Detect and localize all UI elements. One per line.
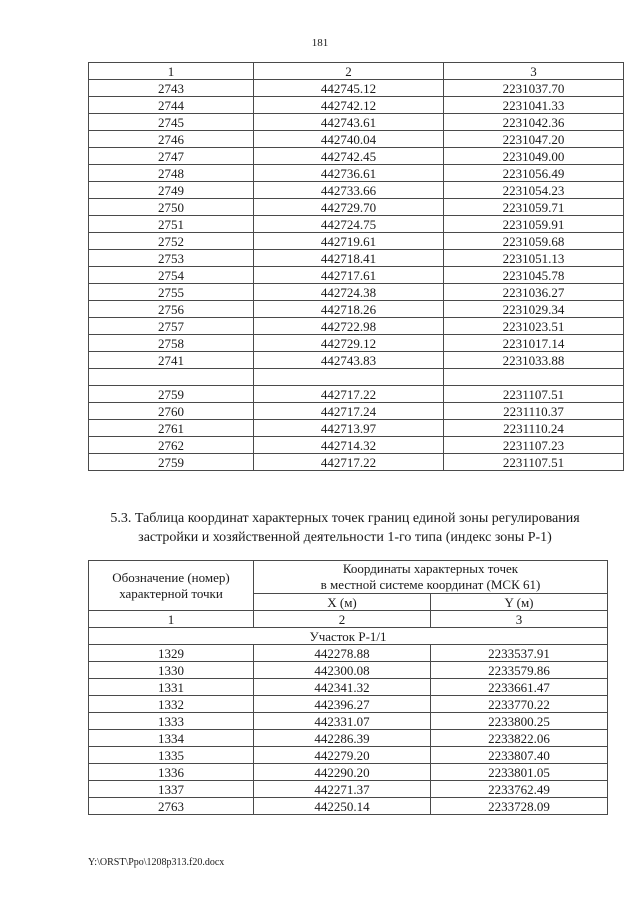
section-caption <box>60 509 630 547</box>
point-number: 1335 <box>89 747 254 764</box>
table-row <box>89 730 608 747</box>
point-number: 1336 <box>89 764 254 781</box>
table-row <box>89 696 608 713</box>
table-row <box>89 764 608 781</box>
column-number-3: 3 <box>444 63 624 80</box>
table-row <box>89 80 624 97</box>
header-coordinates-line-1: Координаты характерных точек <box>342 561 519 576</box>
y-coordinate: 2231036.27 <box>444 284 624 301</box>
column-number-row <box>89 611 608 628</box>
column-number-2: 2 <box>254 611 431 628</box>
header-coordinates <box>254 561 608 594</box>
table-row <box>89 250 624 267</box>
caption-line-1: 5.3. Таблица координат характерных точек границ единой зоны регулирования <box>110 511 580 526</box>
header-x: X (м) <box>254 594 431 611</box>
y-coordinate: 2231033.88 <box>444 352 624 369</box>
point-number: 2762 <box>89 437 254 454</box>
y-coordinate: 2231023.51 <box>444 318 624 335</box>
x-coordinate: 442742.45 <box>254 148 444 165</box>
x-coordinate: 442724.38 <box>254 284 444 301</box>
point-number: 2745 <box>89 114 254 131</box>
y-coordinate: 2231047.20 <box>444 131 624 148</box>
point-number: 2761 <box>89 420 254 437</box>
y-coordinate: 2233822.06 <box>431 730 608 747</box>
section-label: Участок Р-1/1 <box>89 628 608 645</box>
table-row <box>89 318 624 335</box>
x-coordinate: 442717.22 <box>254 386 444 403</box>
x-coordinate: 442724.75 <box>254 216 444 233</box>
point-number: 1329 <box>89 645 254 662</box>
x-coordinate: 442722.98 <box>254 318 444 335</box>
point-number: 2749 <box>89 182 254 199</box>
x-coordinate: 442271.37 <box>254 781 431 798</box>
point-number: 1333 <box>89 713 254 730</box>
point-number: 2759 <box>89 454 254 471</box>
empty-cell <box>89 369 254 386</box>
y-coordinate: 2233770.22 <box>431 696 608 713</box>
empty-cell <box>444 369 624 386</box>
y-coordinate: 2233800.25 <box>431 713 608 730</box>
table-row <box>89 165 624 182</box>
y-coordinate: 2233801.05 <box>431 764 608 781</box>
section-row <box>89 628 608 645</box>
point-number: 2754 <box>89 267 254 284</box>
x-coordinate: 442290.20 <box>254 764 431 781</box>
table-row <box>89 267 624 284</box>
point-number: 2758 <box>89 335 254 352</box>
x-coordinate: 442717.61 <box>254 267 444 284</box>
table-row <box>89 713 608 730</box>
table-row <box>89 352 624 369</box>
point-number: 2756 <box>89 301 254 318</box>
x-coordinate: 442736.61 <box>254 165 444 182</box>
x-coordinate: 442740.04 <box>254 131 444 148</box>
empty-cell <box>254 369 444 386</box>
x-coordinate: 442279.20 <box>254 747 431 764</box>
table-row <box>89 131 624 148</box>
x-coordinate: 442286.39 <box>254 730 431 747</box>
x-coordinate: 442717.22 <box>254 454 444 471</box>
table-row <box>89 747 608 764</box>
y-coordinate: 2231042.36 <box>444 114 624 131</box>
x-coordinate: 442729.70 <box>254 199 444 216</box>
point-number: 2751 <box>89 216 254 233</box>
point-number: 1331 <box>89 679 254 696</box>
table-row <box>89 454 624 471</box>
y-coordinate: 2233762.49 <box>431 781 608 798</box>
x-coordinate: 442713.97 <box>254 420 444 437</box>
x-coordinate: 442745.12 <box>254 80 444 97</box>
x-coordinate: 442278.88 <box>254 645 431 662</box>
y-coordinate: 2231054.23 <box>444 182 624 199</box>
table-row <box>89 114 624 131</box>
table-row <box>89 335 624 352</box>
y-coordinate: 2233807.40 <box>431 747 608 764</box>
point-number: 2741 <box>89 352 254 369</box>
table-row <box>89 216 624 233</box>
x-coordinate: 442300.08 <box>254 662 431 679</box>
table-row <box>89 97 624 114</box>
zone-coordinates-table <box>88 560 608 815</box>
x-coordinate: 442714.32 <box>254 437 444 454</box>
coordinates-table-body <box>89 63 624 471</box>
point-number: 2753 <box>89 250 254 267</box>
header-point-designation: Обозначение (номер) характерной точки <box>89 561 254 611</box>
point-number: 2759 <box>89 386 254 403</box>
point-number: 1330 <box>89 662 254 679</box>
y-coordinate: 2231059.91 <box>444 216 624 233</box>
table-row <box>89 437 624 454</box>
y-coordinate: 2231041.33 <box>444 97 624 114</box>
coordinates-table-continued <box>88 62 624 471</box>
header-coordinates-line-2: в местной системе координат (МСК 61) <box>320 577 541 592</box>
x-coordinate: 442331.07 <box>254 713 431 730</box>
table-row <box>89 662 608 679</box>
point-number: 1337 <box>89 781 254 798</box>
point-number: 2748 <box>89 165 254 182</box>
point-number: 2760 <box>89 403 254 420</box>
table-row <box>89 284 624 301</box>
table-row <box>89 386 624 403</box>
x-coordinate: 442250.14 <box>254 798 431 815</box>
point-number: 2755 <box>89 284 254 301</box>
point-number: 2750 <box>89 199 254 216</box>
y-coordinate: 2231029.34 <box>444 301 624 318</box>
x-coordinate: 442719.61 <box>254 233 444 250</box>
table-row <box>89 148 624 165</box>
y-coordinate: 2231051.13 <box>444 250 624 267</box>
table-row <box>89 301 624 318</box>
caption-line-2: застройки и хозяйственной деятельности 1-го типа (индекс зоны Р-1) <box>138 530 552 545</box>
y-coordinate: 2231059.71 <box>444 199 624 216</box>
point-number: 2757 <box>89 318 254 335</box>
point-number: 1334 <box>89 730 254 747</box>
x-coordinate: 442733.66 <box>254 182 444 199</box>
table-row <box>89 798 608 815</box>
zone-coordinates-table-body <box>89 561 608 815</box>
y-coordinate: 2231107.51 <box>444 454 624 471</box>
header-y: Y (м) <box>431 594 608 611</box>
x-coordinate: 442718.41 <box>254 250 444 267</box>
point-number: 2743 <box>89 80 254 97</box>
table-row <box>89 233 624 250</box>
y-coordinate: 2231045.78 <box>444 267 624 284</box>
column-number-1: 1 <box>89 611 254 628</box>
column-number-row <box>89 63 624 80</box>
y-coordinate: 2231059.68 <box>444 233 624 250</box>
y-coordinate: 2233661.47 <box>431 679 608 696</box>
x-coordinate: 442729.12 <box>254 335 444 352</box>
point-number: 2746 <box>89 131 254 148</box>
y-coordinate: 2233579.86 <box>431 662 608 679</box>
table-row <box>89 403 624 420</box>
x-coordinate: 442742.12 <box>254 97 444 114</box>
file-path-footer: Y:\ORST\Ppo\1208p313.f20.docx <box>88 857 225 868</box>
x-coordinate: 442341.32 <box>254 679 431 696</box>
empty-row <box>89 369 624 386</box>
x-coordinate: 442718.26 <box>254 301 444 318</box>
page-number: 181 <box>311 37 329 49</box>
point-number: 1332 <box>89 696 254 713</box>
y-coordinate: 2233728.09 <box>431 798 608 815</box>
column-number-2: 2 <box>254 63 444 80</box>
column-number-3: 3 <box>431 611 608 628</box>
table-row <box>89 645 608 662</box>
x-coordinate: 442743.83 <box>254 352 444 369</box>
header-row <box>89 561 608 594</box>
y-coordinate: 2231110.37 <box>444 403 624 420</box>
y-coordinate: 2231037.70 <box>444 80 624 97</box>
point-number: 2747 <box>89 148 254 165</box>
point-number: 2752 <box>89 233 254 250</box>
point-number: 2744 <box>89 97 254 114</box>
y-coordinate: 2231110.24 <box>444 420 624 437</box>
table-row <box>89 679 608 696</box>
table-row <box>89 182 624 199</box>
y-coordinate: 2233537.91 <box>431 645 608 662</box>
y-coordinate: 2231049.00 <box>444 148 624 165</box>
y-coordinate: 2231056.49 <box>444 165 624 182</box>
x-coordinate: 442396.27 <box>254 696 431 713</box>
column-number-1: 1 <box>89 63 254 80</box>
x-coordinate: 442717.24 <box>254 403 444 420</box>
point-number: 2763 <box>89 798 254 815</box>
table-row <box>89 420 624 437</box>
x-coordinate: 442743.61 <box>254 114 444 131</box>
y-coordinate: 2231107.51 <box>444 386 624 403</box>
y-coordinate: 2231107.23 <box>444 437 624 454</box>
table-row <box>89 781 608 798</box>
table-row <box>89 199 624 216</box>
y-coordinate: 2231017.14 <box>444 335 624 352</box>
